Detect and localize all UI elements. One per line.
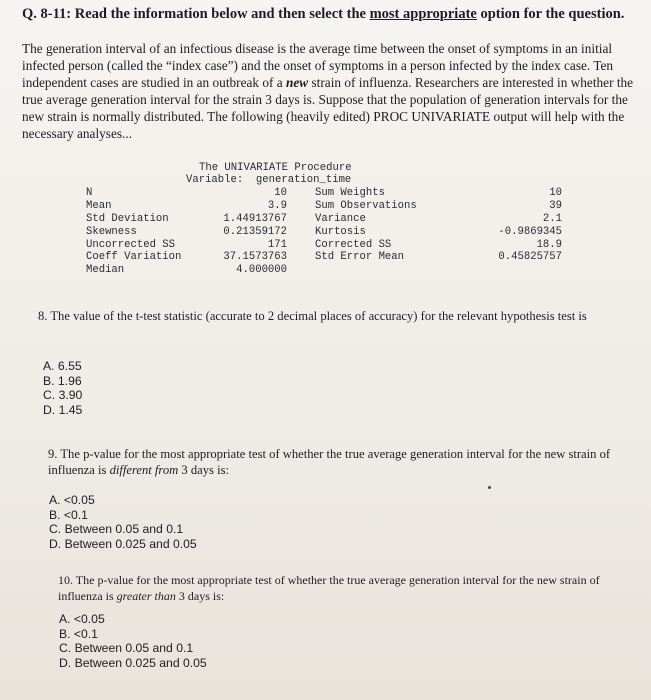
question-9-emphasis: different from — [109, 463, 179, 477]
stat-label: Corrected SS — [315, 238, 392, 251]
option-a[interactable]: A. <0.05 — [49, 493, 95, 507]
stat-label: Mean — [86, 199, 112, 212]
stat-label: Coeff Variation — [86, 251, 182, 264]
option-a[interactable]: A. <0.05 — [59, 612, 105, 626]
option-d[interactable]: D. Between 0.025 and 0.05 — [59, 655, 207, 670]
stat-value: 0.21359172 — [223, 225, 287, 238]
stat-value: 0.45825757 — [498, 251, 562, 264]
sas-proc-title: The UNIVARIATE Procedure — [199, 162, 352, 174]
option-b[interactable]: B. <0.1 — [49, 507, 88, 522]
stat-row — [86, 213, 566, 226]
stat-value: 39 — [549, 199, 562, 212]
question-10-text-a: 10. The p-value for the most appropriate test of whether the true average generation interval for the new strain of influenza is — [58, 573, 600, 603]
question-10-emphasis: greater than — [116, 589, 176, 603]
stat-row — [86, 200, 566, 213]
question-10-text-b: 3 days is: — [175, 589, 225, 603]
intro-text-2: strain of influenza. Researchers are interested in whether the true average generation interval for the strain 3 days is. Suppose that the population of generation intervals for the new strain is normally distributed. The following (heavily edited) PROC UNIVARIATE output will help with the necessary analyses... — [22, 75, 634, 141]
stat-value: 10 — [274, 187, 287, 199]
header-prefix: Q. 8-11: Read the information below and then select the — [22, 6, 370, 22]
stat-value: 3.9 — [267, 199, 287, 212]
stat-label: Std Error Mean — [315, 251, 405, 264]
sas-stats-table — [86, 187, 566, 277]
stat-value: 37.1573763 — [223, 251, 287, 264]
stat-value: 1.44913767 — [223, 212, 287, 225]
question-8-options — [43, 359, 82, 417]
header-suffix: option for the question. — [476, 6, 625, 22]
question-10-options — [59, 612, 207, 670]
stat-value: 10 — [549, 187, 562, 199]
option-c[interactable]: C. 3.90 — [43, 388, 83, 403]
stat-label: Variance — [315, 212, 366, 225]
option-b[interactable]: B. 1.96 — [43, 373, 82, 388]
stat-row — [86, 187, 566, 200]
stat-row — [86, 264, 566, 277]
intro-paragraph — [22, 40, 642, 142]
stat-label: Sum Observations — [315, 199, 417, 212]
stat-label: Sum Weights — [315, 187, 385, 199]
option-d[interactable]: D. Between 0.025 and 0.05 — [49, 536, 197, 551]
question-8-text: 8. The value of the t-test statistic (accurate to 2 decimal places of accuracy) for the relevant hypothesis test is — [38, 309, 587, 323]
option-c[interactable]: C. Between 0.05 and 0.1 — [59, 641, 194, 656]
stat-label: Skewness — [86, 225, 137, 238]
question-9-text-b: 3 days is: — [178, 463, 229, 477]
question-9-text — [48, 446, 638, 478]
option-a[interactable]: A. 6.55 — [43, 359, 82, 373]
stat-value: -0.9869345 — [498, 225, 562, 238]
stat-label: Uncorrected SS — [86, 238, 176, 251]
stat-label: Std Deviation — [86, 212, 169, 225]
question-9-text-a: 9. The p-value for the most appropriate test of whether the true average generation interval for the new strain of influenza is — [48, 447, 611, 477]
stat-value: 171 — [267, 238, 287, 251]
question-9-options — [49, 493, 197, 551]
option-b[interactable]: B. <0.1 — [59, 626, 98, 641]
stat-value: 18.9 — [536, 238, 562, 251]
option-d[interactable]: D. 1.45 — [43, 402, 83, 417]
intro-new-word: new — [286, 75, 309, 90]
question-10-text — [58, 572, 638, 604]
stat-row — [86, 251, 566, 264]
speck-mark — [488, 486, 491, 489]
section-header — [22, 6, 642, 23]
stat-value: 4.000000 — [236, 264, 287, 277]
stat-value: 2.1 — [542, 212, 562, 225]
stat-label: Kurtosis — [315, 225, 366, 238]
stat-row — [86, 239, 566, 252]
stat-row — [86, 226, 566, 239]
stat-label: Median — [86, 264, 125, 277]
sas-variable-line: Variable: generation_time — [186, 174, 352, 186]
intro-text-1: The generation interval of an infectious disease is the average time between the onset of symptoms in an initial infected person (called the “index case”) and the onset of symptoms in a person infected by the index case. Ten independent cases are studied in an outbreak of a — [22, 41, 614, 90]
option-c[interactable]: C. Between 0.05 and 0.1 — [49, 522, 184, 537]
stat-label: N — [86, 187, 93, 199]
header-emphasis: most appropriate — [369, 6, 477, 22]
